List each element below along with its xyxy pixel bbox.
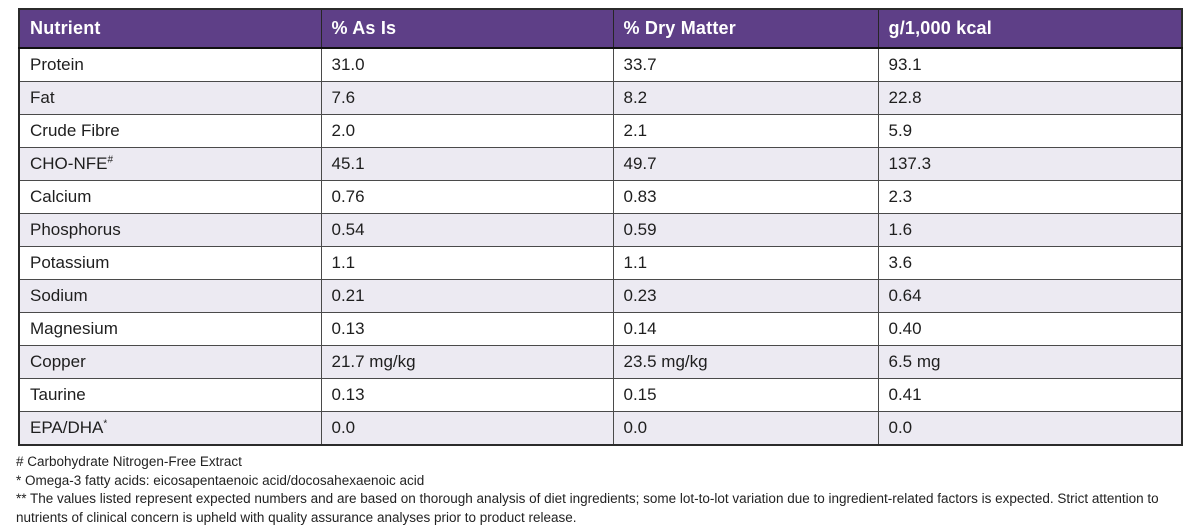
per-1000-kcal-value-cell: 0.0 (878, 412, 1182, 446)
table-row (19, 82, 1182, 115)
per-1000-kcal-value-cell: 1.6 (878, 214, 1182, 247)
dry-matter-value-cell: 0.14 (613, 313, 878, 346)
nutrient-name-cell (19, 181, 321, 214)
nutrient-name-cell (19, 214, 321, 247)
nutrient-table-body (19, 48, 1182, 445)
per-1000-kcal-value-cell: 0.41 (878, 379, 1182, 412)
nutrient-name-cell (19, 82, 321, 115)
dry-matter-value-cell: 0.83 (613, 181, 878, 214)
dry-matter-value-cell: 0.59 (613, 214, 878, 247)
dry-matter-value-cell: 2.1 (613, 115, 878, 148)
per-1000-kcal-value-cell: 0.40 (878, 313, 1182, 346)
nutrient-name: EPA/DHA (30, 418, 104, 437)
table-row (19, 148, 1182, 181)
nutrient-name: CHO-NFE (30, 154, 108, 173)
as-is-value-cell: 31.0 (321, 48, 613, 82)
nutrient-name-cell (19, 280, 321, 313)
nutrient-name-cell (19, 379, 321, 412)
footnote-cho-nfe: # Carbohydrate Nitrogen-Free Extract (16, 454, 242, 469)
per-1000-kcal-value-cell: 0.64 (878, 280, 1182, 313)
dry-matter-value-cell: 8.2 (613, 82, 878, 115)
as-is-value-cell: 0.13 (321, 313, 613, 346)
per-1000-kcal-value-cell: 2.3 (878, 181, 1182, 214)
nutrient-name-cell (19, 247, 321, 280)
nutrient-name-cell (19, 346, 321, 379)
column-header-as-is: % As Is (321, 9, 613, 48)
per-1000-kcal-value-cell: 3.6 (878, 247, 1182, 280)
nutrient-name-cell (19, 115, 321, 148)
table-row (19, 313, 1182, 346)
dry-matter-value-cell: 49.7 (613, 148, 878, 181)
dry-matter-value-cell: 1.1 (613, 247, 878, 280)
nutrient-name-cell (19, 412, 321, 446)
nutrient-name-cell (19, 313, 321, 346)
nutrient-name: Protein (30, 55, 84, 74)
dry-matter-value-cell: 33.7 (613, 48, 878, 82)
nutrient-name: Phosphorus (30, 220, 121, 239)
nutrient-table (18, 8, 1183, 446)
as-is-value-cell: 0.21 (321, 280, 613, 313)
nutrient-name-cell (19, 48, 321, 82)
per-1000-kcal-value-cell: 137.3 (878, 148, 1182, 181)
column-header-nutrient: Nutrient (19, 9, 321, 48)
table-row (19, 214, 1182, 247)
table-row (19, 346, 1182, 379)
dry-matter-value-cell: 23.5 mg/kg (613, 346, 878, 379)
as-is-value-cell: 7.6 (321, 82, 613, 115)
footnote-epa-dha: * Omega-3 fatty acids: eicosapentaenoic acid/docosahexaenoic acid (16, 472, 425, 488)
nutrient-name-cell (19, 148, 321, 181)
as-is-value-cell: 21.7 mg/kg (321, 346, 613, 379)
footnotes (16, 453, 1182, 527)
as-is-value-cell: 0.13 (321, 379, 613, 412)
as-is-value-cell: 0.0 (321, 412, 613, 446)
as-is-value-cell: 2.0 (321, 115, 613, 148)
column-header-dry-matter: % Dry Matter (613, 9, 878, 48)
nutrient-name: Copper (30, 352, 86, 371)
per-1000-kcal-value-cell: 93.1 (878, 48, 1182, 82)
nutrient-name: Fat (30, 88, 55, 107)
nutrient-name: Calcium (30, 187, 92, 206)
as-is-value-cell: 45.1 (321, 148, 613, 181)
table-row (19, 115, 1182, 148)
nutrient-name: Sodium (30, 286, 88, 305)
nutrient-footnote-marker: * (103, 418, 108, 430)
nutrient-name: Potassium (30, 253, 110, 272)
dry-matter-value-cell: 0.15 (613, 379, 878, 412)
per-1000-kcal-value-cell: 5.9 (878, 115, 1182, 148)
per-1000-kcal-value-cell: 6.5 mg (878, 346, 1182, 379)
table-row (19, 412, 1182, 446)
as-is-value-cell: 0.54 (321, 214, 613, 247)
table-row (19, 379, 1182, 412)
footnote-disclaimer: ** The values listed represent expected numbers and are based on thorough analysis of diet ingredients; some lot-to-lot variation due to ingredient-related factors is expected. Strict attention to nutrients of clinical concern is upheld with quality assurance analyses prior to product release. (16, 491, 1159, 525)
nutrient-name: Crude Fibre (30, 121, 120, 140)
nutrient-name: Magnesium (30, 319, 118, 338)
table-row (19, 280, 1182, 313)
table-row (19, 181, 1182, 214)
per-1000-kcal-value-cell: 22.8 (878, 82, 1182, 115)
as-is-value-cell: 1.1 (321, 247, 613, 280)
dry-matter-value-cell: 0.0 (613, 412, 878, 446)
as-is-value-cell: 0.76 (321, 181, 613, 214)
table-row (19, 247, 1182, 280)
nutrient-footnote-marker: # (107, 154, 114, 166)
nutrient-name: Taurine (30, 385, 86, 404)
column-header-per-1000-kcal: g/1,000 kcal (878, 9, 1182, 48)
table-header-row (19, 9, 1182, 48)
table-row (19, 48, 1182, 82)
dry-matter-value-cell: 0.23 (613, 280, 878, 313)
